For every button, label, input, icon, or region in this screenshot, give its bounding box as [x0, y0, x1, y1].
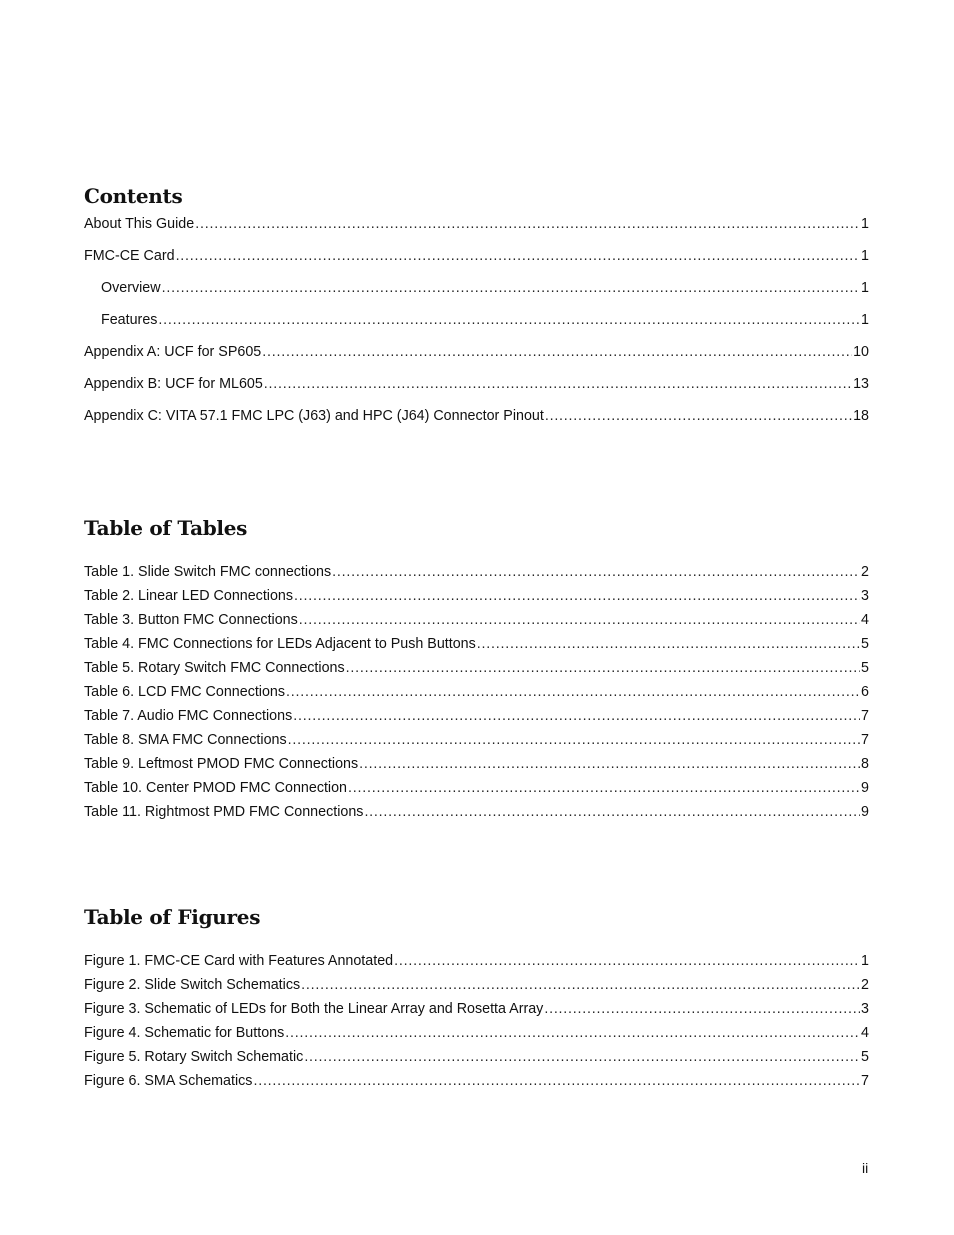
dot-leader: [195, 216, 860, 233]
contents-entry[interactable]: [84, 408, 869, 425]
contents-entry[interactable]: [84, 344, 869, 361]
dot-leader: [262, 344, 852, 361]
entry-page-number: 1: [861, 216, 869, 232]
contents-entry[interactable]: [84, 280, 869, 297]
entry-page-number: 10: [853, 344, 869, 360]
entry-page-number: 1: [861, 312, 869, 328]
dot-leader: [544, 1001, 860, 1018]
table-entry[interactable]: [84, 732, 869, 749]
entry-title[interactable]: Overview: [101, 280, 161, 296]
entry-title[interactable]: Table 1. Slide Switch FMC connections: [84, 564, 332, 580]
dot-leader: [477, 636, 860, 653]
entry-title[interactable]: Table 8. SMA FMC Connections: [84, 732, 287, 748]
entry-title[interactable]: Figure 3. Schematic of LEDs for Both the Linear Array and Rosetta Array: [84, 1001, 544, 1017]
dot-leader: [158, 312, 860, 329]
dot-leader: [253, 1073, 860, 1090]
entry-title[interactable]: Table 2. Linear LED Connections: [84, 588, 294, 604]
entry-page-number: 6: [861, 684, 869, 700]
dot-leader: [286, 684, 860, 701]
table-entry[interactable]: [84, 636, 869, 653]
contents-entry[interactable]: [84, 248, 869, 265]
table-of-tables-list: [84, 564, 869, 828]
entry-page-number: 8: [861, 756, 869, 772]
figure-entry[interactable]: [84, 1049, 869, 1066]
entry-page-number: 7: [861, 1073, 869, 1089]
figure-entry[interactable]: [84, 977, 869, 994]
dot-leader: [359, 756, 860, 773]
dot-leader: [545, 408, 852, 425]
dot-leader: [364, 804, 860, 821]
entry-title[interactable]: Table 5. Rotary Switch FMC Connections: [84, 660, 345, 676]
entry-title[interactable]: Table 11. Rightmost PMD FMC Connections: [84, 804, 364, 820]
contents-list: [84, 216, 869, 440]
table-entry[interactable]: [84, 780, 869, 797]
entry-page-number: 4: [861, 1025, 869, 1041]
table-of-figures-list: [84, 953, 869, 1097]
dot-leader: [293, 708, 860, 725]
entry-page-number: 3: [861, 1001, 869, 1017]
table-entry[interactable]: [84, 756, 869, 773]
dot-leader: [332, 564, 860, 581]
dot-leader: [301, 977, 860, 994]
contents-entry[interactable]: [84, 312, 869, 329]
entry-title[interactable]: Figure 6. SMA Schematics: [84, 1073, 253, 1089]
dot-leader: [346, 660, 860, 677]
entry-page-number: 1: [861, 280, 869, 296]
entry-page-number: 4: [861, 612, 869, 628]
figures-heading: Table of Figures: [84, 905, 261, 929]
dot-leader: [162, 280, 860, 297]
entry-page-number: 2: [861, 564, 869, 580]
contents-entry[interactable]: [84, 216, 869, 233]
page-number: ii: [862, 1160, 869, 1176]
entry-title[interactable]: About This Guide: [84, 216, 195, 232]
entry-page-number: 5: [861, 1049, 869, 1065]
entry-page-number: 7: [861, 732, 869, 748]
dot-leader: [285, 1025, 860, 1042]
entry-title[interactable]: FMC-CE Card: [84, 248, 175, 264]
entry-title[interactable]: Table 7. Audio FMC Connections: [84, 708, 293, 724]
figure-entry[interactable]: [84, 1025, 869, 1042]
entry-title[interactable]: Figure 2. Slide Switch Schematics: [84, 977, 301, 993]
entry-title[interactable]: Table 6. LCD FMC Connections: [84, 684, 286, 700]
contents-entry[interactable]: [84, 376, 869, 393]
table-entry[interactable]: [84, 684, 869, 701]
entry-title[interactable]: Appendix C: VITA 57.1 FMC LPC (J63) and HPC (J64) Connector Pinout: [84, 408, 544, 424]
dot-leader: [304, 1049, 860, 1066]
table-entry[interactable]: [84, 804, 869, 821]
entry-page-number: 9: [861, 780, 869, 796]
figure-entry[interactable]: [84, 1001, 869, 1018]
entry-page-number: 9: [861, 804, 869, 820]
entry-title[interactable]: Appendix B: UCF for ML605: [84, 376, 263, 392]
entry-title[interactable]: Table 9. Leftmost PMOD FMC Connections: [84, 756, 359, 772]
table-entry[interactable]: [84, 708, 869, 725]
entry-title[interactable]: Figure 1. FMC-CE Card with Features Annotated: [84, 953, 394, 969]
entry-title[interactable]: Figure 4. Schematic for Buttons: [84, 1025, 285, 1041]
dot-leader: [264, 376, 852, 393]
figure-entry[interactable]: [84, 1073, 869, 1090]
dot-leader: [288, 732, 860, 749]
table-entry[interactable]: [84, 564, 869, 581]
contents-heading: Contents: [84, 184, 183, 208]
entry-page-number: 1: [861, 248, 869, 264]
entry-title[interactable]: Appendix A: UCF for SP605: [84, 344, 262, 360]
dot-leader: [394, 953, 860, 970]
table-entry[interactable]: [84, 660, 869, 677]
figure-entry[interactable]: [84, 953, 869, 970]
entry-page-number: 7: [861, 708, 869, 724]
entry-title[interactable]: Figure 5. Rotary Switch Schematic: [84, 1049, 304, 1065]
dot-leader: [348, 780, 860, 797]
table-entry[interactable]: [84, 612, 869, 629]
tables-heading: Table of Tables: [84, 516, 248, 540]
dot-leader: [176, 248, 860, 265]
entry-title[interactable]: Table 3. Button FMC Connections: [84, 612, 298, 628]
dot-leader: [299, 612, 860, 629]
entry-page-number: 18: [853, 408, 869, 424]
entry-page-number: 3: [861, 588, 869, 604]
entry-title[interactable]: Table 10. Center PMOD FMC Connection: [84, 780, 348, 796]
entry-page-number: 13: [853, 376, 869, 392]
entry-title[interactable]: Features: [101, 312, 158, 328]
dot-leader: [294, 588, 860, 605]
entry-page-number: 2: [861, 977, 869, 993]
entry-page-number: 1: [861, 953, 869, 969]
entry-page-number: 5: [861, 636, 869, 652]
table-entry[interactable]: [84, 588, 869, 605]
entry-title[interactable]: Table 4. FMC Connections for LEDs Adjacent to Push Buttons: [84, 636, 476, 652]
entry-page-number: 5: [861, 660, 869, 676]
